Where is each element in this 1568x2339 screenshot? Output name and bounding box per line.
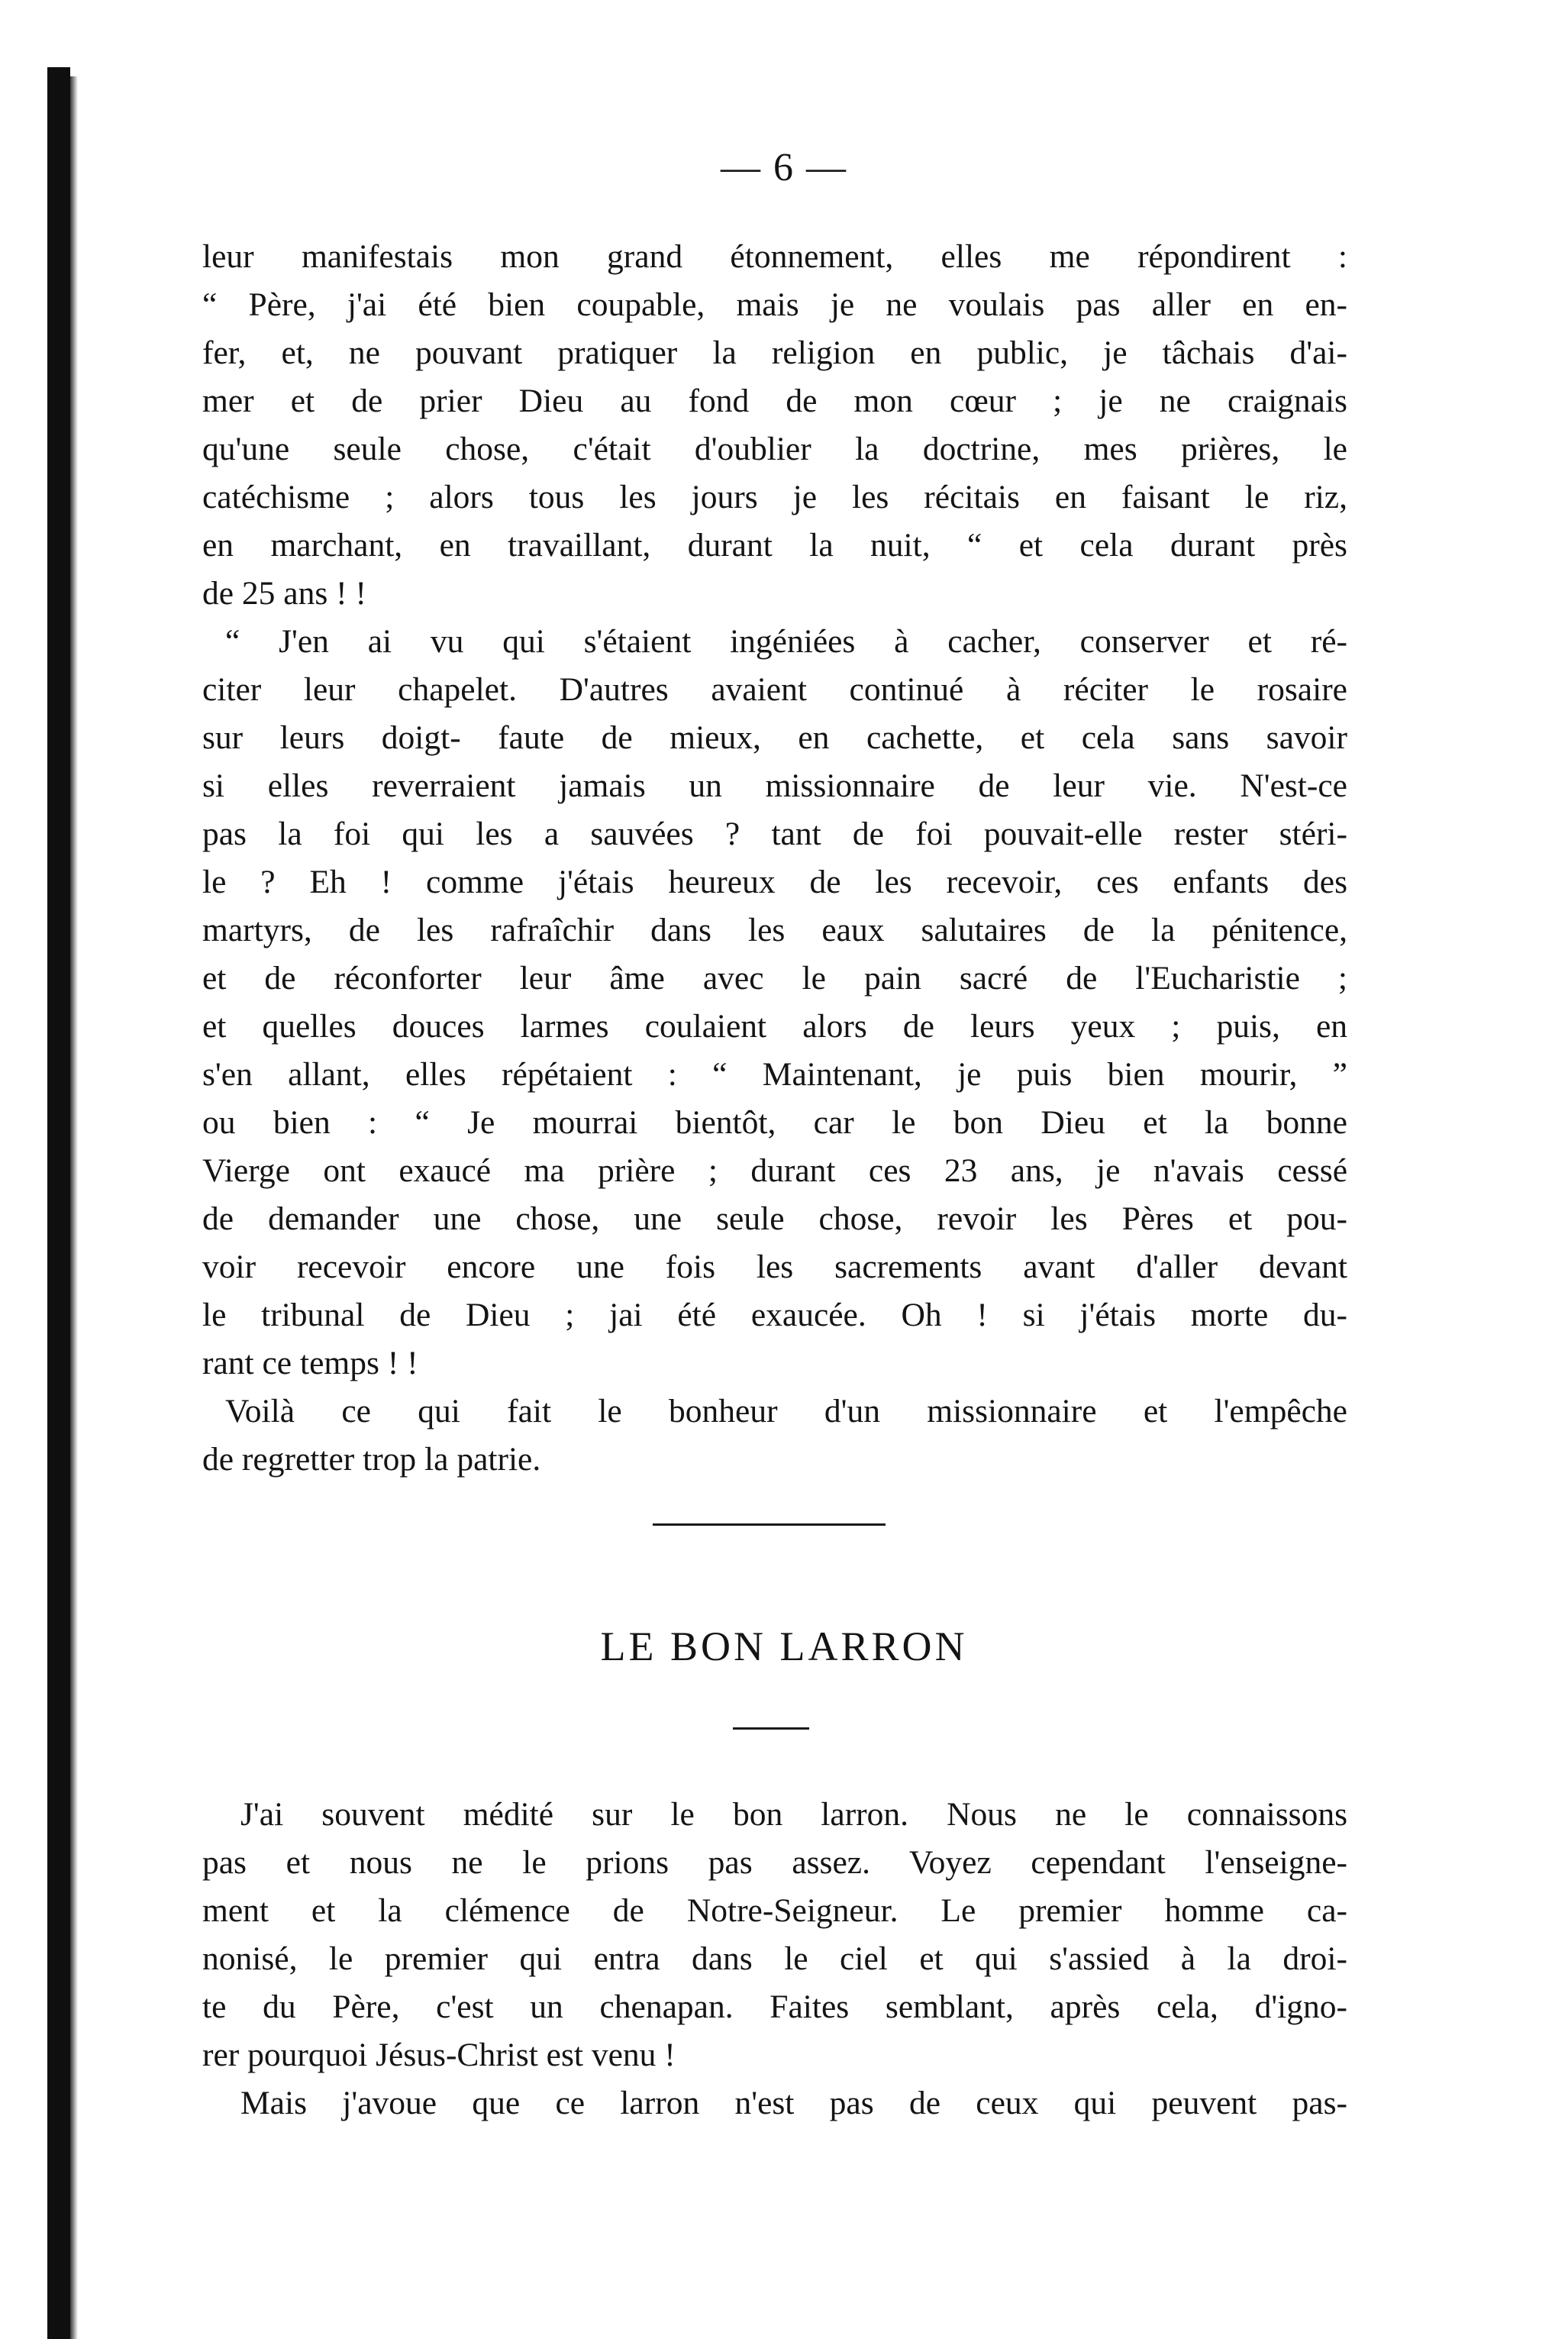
text-line: Vierge ont exaucé ma prière ; durant ces 23 ans, je n'avais cessé [202, 1152, 1347, 1189]
text-line: en marchant, en travaillant, durant la nuit, “ et cela durant près [202, 527, 1347, 564]
text-line: s'en allant, elles répétaient : “ Maintenant, je puis bien mourir, ” [202, 1056, 1347, 1093]
section-text [202, 1791, 1347, 2127]
text-line: Voilà ce qui fait le bonheur d'un missionnaire et l'empêche [225, 1393, 1347, 1430]
text-line: de regretter trop la patrie. [202, 1441, 541, 1478]
text-line: si elles reverraient jamais un missionnaire de leur vie. N'est-ce [202, 767, 1347, 804]
text-line: le tribunal de Dieu ; jai été exaucée. Oh ! si j'étais morte du- [202, 1297, 1347, 1333]
section-divider [653, 1523, 886, 1526]
title-underline [733, 1727, 809, 1730]
text-line: pas et nous ne le prions pas assez. Voyez cependant l'enseigne- [202, 1844, 1347, 1881]
text-line: leur manifestais mon grand étonnement, elles me répondirent : [202, 238, 1347, 275]
text-line: sur leurs doigt- faute de mieux, en cachette, et cela sans savoir [202, 719, 1347, 756]
text-line: rant ce temps ! ! [202, 1345, 418, 1381]
text-line: voir recevoir encore une fois les sacrements avant d'aller devant [202, 1249, 1347, 1285]
text-line: le ? Eh ! comme j'étais heureux de les recevoir, ces enfants des [202, 864, 1347, 900]
page-number: — 6 — [721, 146, 847, 189]
text-line: et de réconforter leur âme avec le pain sacré de l'Eucharistie ; [202, 960, 1347, 997]
text-line: et quelles douces larmes coulaient alors de leurs yeux ; puis, en [202, 1008, 1347, 1045]
text-line: rer pourquoi Jésus-Christ est venu ! [202, 2037, 676, 2073]
text-line: qu'une seule chose, c'était d'oublier la doctrine, mes prières, le [202, 431, 1347, 467]
book-spine-edge [70, 76, 78, 2339]
text-line: J'ai souvent médité sur le bon larron. Nous ne le connaissons [240, 1796, 1347, 1833]
body-text [202, 233, 1347, 1484]
text-line: catéchisme ; alors tous les jours je les récitais en faisant le riz, [202, 479, 1347, 515]
text-line: ou bien : “ Je mourrai bientôt, car le bon Dieu et la bonne [202, 1104, 1347, 1141]
text-line: citer leur chapelet. D'autres avaient continué à réciter le rosaire [202, 671, 1347, 708]
text-line: nonisé, le premier qui entra dans le ciel et qui s'assied à la droi- [202, 1940, 1347, 1977]
text-line: pas la foi qui les a sauvées ? tant de foi pouvait-elle rester stéri- [202, 816, 1347, 852]
text-line: te du Père, c'est un chenapan. Faites semblant, après cela, d'igno- [202, 1988, 1347, 2025]
text-line: martyrs, de les rafraîchir dans les eaux salutaires de la pénitence, [202, 912, 1347, 948]
text-line: “ Père, j'ai été bien coupable, mais je ne voulais pas aller en en- [202, 286, 1347, 323]
text-line: fer, et, ne pouvant pratiquer la religion en public, je tâchais d'ai- [202, 334, 1347, 371]
text-line: de demander une chose, une seule chose, revoir les Pères et pou- [202, 1200, 1347, 1237]
book-spine-shadow [47, 67, 70, 2339]
text-line: “ J'en ai vu qui s'étaient ingéniées à cacher, conserver et ré- [225, 623, 1347, 660]
text-line: mer et de prier Dieu au fond de mon cœur ; je ne craignais [202, 383, 1347, 419]
text-line: de 25 ans ! ! [202, 575, 367, 612]
section-title: LE BON LARRON [600, 1623, 968, 1669]
text-line: Mais j'avoue que ce larron n'est pas de ceux qui peuvent pas- [240, 2085, 1347, 2121]
text-line: ment et la clémence de Notre-Seigneur. Le premier homme ca- [202, 1892, 1347, 1929]
